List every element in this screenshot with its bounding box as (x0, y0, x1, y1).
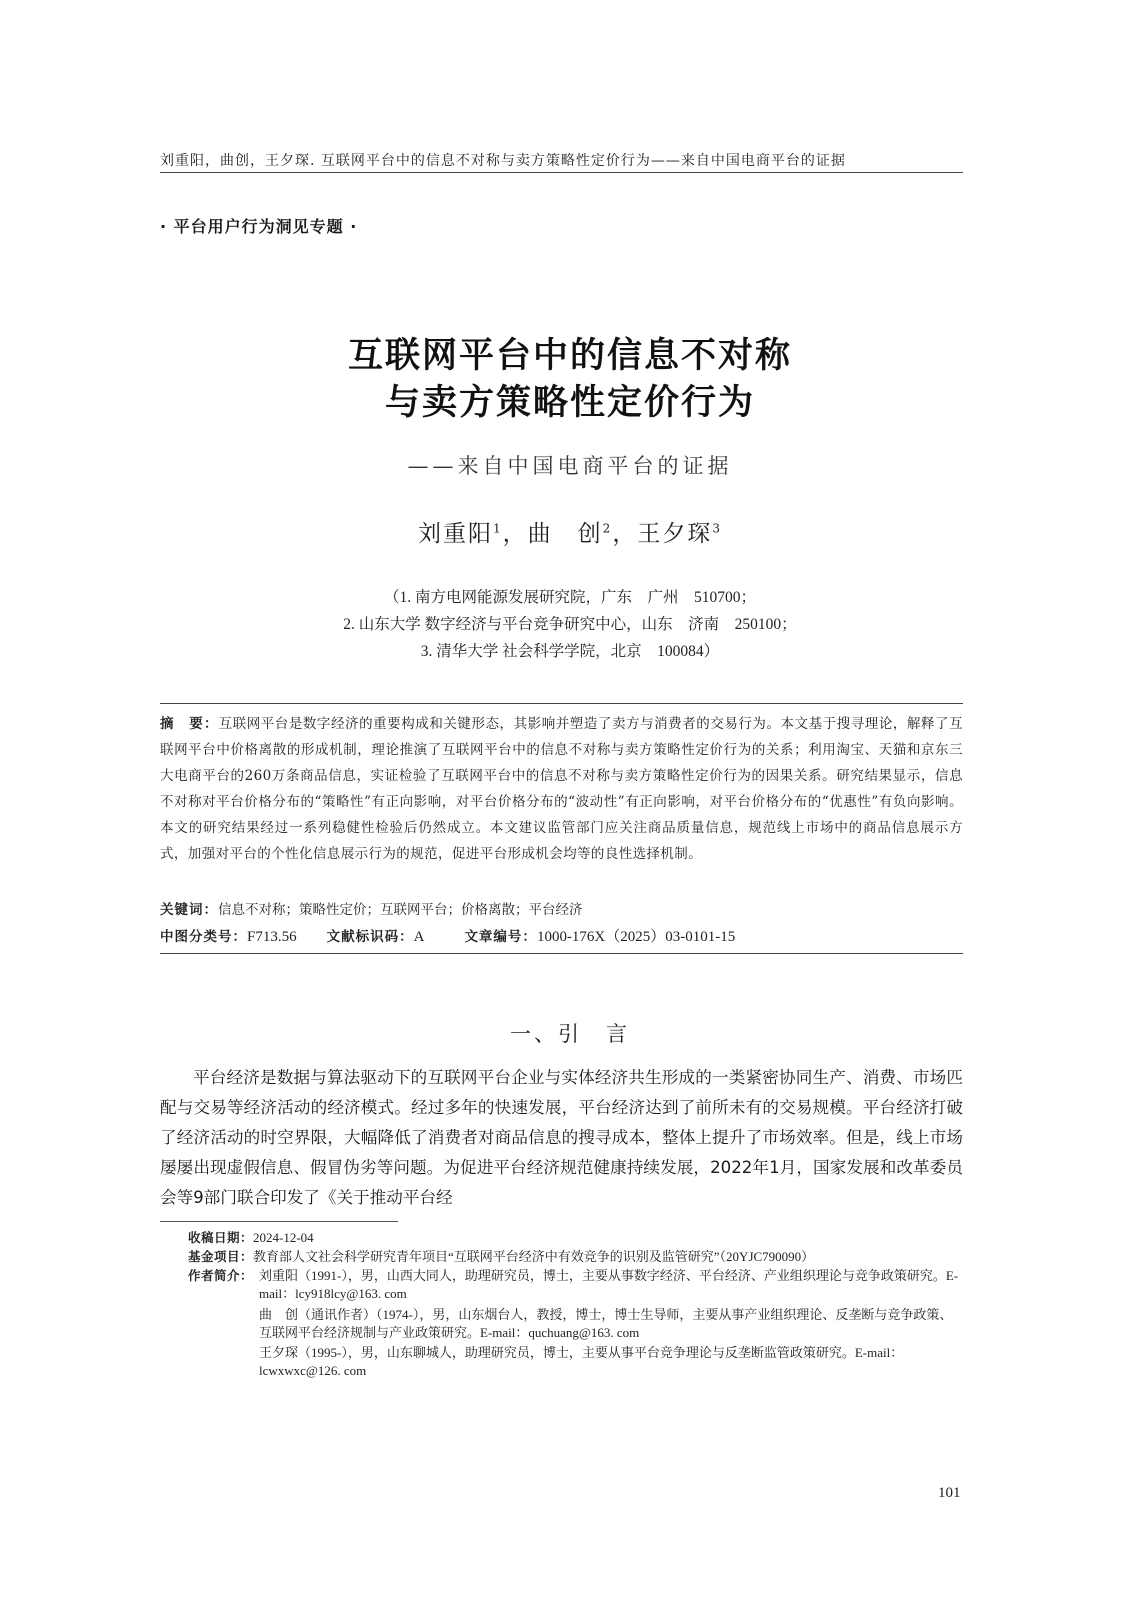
doc-code-value: A (413, 929, 425, 945)
doc-code-label: 文献标识码： (326, 929, 414, 945)
title-line-2: 与卖方策略性定价行为 (384, 383, 755, 423)
author-bio: 王夕琛（1995-），男，山东聊城人，助理研究员，博士，主要从事平台竞争理论与反垄断监管政策研究。E-mail：lcwxwxc@126. com (259, 1345, 904, 1378)
author-affiliation-mark: 2 (602, 521, 613, 536)
body-paragraph: 平台经济是数据与算法驱动下的互联网平台企业与实体经济共生形成的一类紧密协同生产、消费、市场匹配与交易等经济活动的经济模式。经过多年的快速发展，平台经济达到了前所未有的交易规模。平台经济打破了经济活动的时空界限，大幅降低了消费者对商品信息的搜寻成本，整体上提升了市场效率。但是，线上市场屡屡出现虚假信息、假冒伪劣等问题。为促进平台经济规范健康持续发展，2022年1月，国家发展和改革委员会等9部门联合印发了《关于推动平台经 (160, 1068, 963, 1207)
footnote-rule (160, 1221, 398, 1222)
author-name: 王夕琛 (637, 521, 713, 547)
clc-value: F713.56 (247, 929, 297, 945)
affiliation-line: 2. 山东大学 数字经济与平台竞争研究中心，山东 济南 250100； (343, 616, 797, 633)
author-separator: ， (502, 521, 528, 547)
subtitle: ——来自中国电商平台的证据 (407, 454, 733, 478)
column-tag: · 平台用户行为洞见专题 · (160, 217, 358, 236)
received-label: 收稿日期： (188, 1230, 254, 1245)
header-rule (160, 172, 963, 173)
author-separator: ， (612, 521, 638, 547)
fund-label: 基金项目： (188, 1249, 254, 1264)
author-bio: 曲 创（通讯作者）（1974-），男，山东烟台人，教授，博士，博士生导师，主要从事产业组织理论、反垄断与竞争政策、互联网平台经济规制与产业政策研究。E-mail：quchuang@163. com (259, 1307, 953, 1340)
author-affiliation-mark: 1 (493, 521, 503, 536)
keywords-text: 信息不对称；策略性定价；互联网平台；价格离散；平台经济 (218, 902, 583, 918)
footnote-fund (188, 1248, 964, 1266)
keywords (160, 898, 583, 918)
received-value: 2024-12-04 (253, 1230, 314, 1245)
clc-label: 中图分类号： (160, 929, 247, 945)
keywords-label: 关键词： (160, 902, 218, 918)
abstract-label: 摘 要： (160, 716, 219, 732)
footnote-bio-label (188, 1267, 258, 1285)
section-heading: 一、引 言 (510, 1022, 630, 1046)
fund-value: 教育部人文社会科学研究青年项目“互联网平台经济中有效竞争的识别及监管研究”（20YJC790090） (253, 1249, 815, 1264)
author-affiliation-mark: 3 (712, 521, 722, 536)
author-name: 曲 创 (527, 521, 603, 547)
running-head: 刘重阳，曲创，王夕琛. 互联网平台中的信息不对称与卖方策略性定价行为——来自中国电商平台的证据 (160, 153, 846, 169)
abstract-text: 互联网平台是数字经济的重要构成和关键形态，其影响并塑造了卖方与消费者的交易行为。本文基于搜寻理论，解释了互联网平台中价格离散的形成机制，理论推演了互联网平台中的信息不对称与卖方策略性定价行为的关系；利用淘宝、天猫和京东三大电商平台的260万条商品信息，实证检验了互联网平台中的信息不对称与卖方策略性定价行为的因果关系。研究结果显示，信息不对称对平台价格分布的“策略性”有正向影响，对平台价格分布的“波动性”有正向影响，对平台价格分布的“优惠性”有负向影响。本文的研究结果经过一系列稳健性检验后仍然成立。本文建议监管部门应关注商品质量信息，规范线上市场中的商品信息展示方式，加强对平台的个性化信息展示行为的规范，促进平台形成机会均等的良性选择机制。 (160, 716, 963, 862)
abstract-bottom-rule (160, 953, 963, 954)
classification-line (160, 925, 735, 946)
article-no-label: 文章编号： (464, 929, 537, 945)
author-name: 刘重阳 (418, 521, 494, 547)
footnote-received (188, 1229, 964, 1247)
affiliation-line: 3. 清华大学 社会科学学院，北京 100084） (420, 643, 720, 660)
author-bio: 刘重阳（1991-），男，山西大同人，助理研究员，博士，主要从事数字经济、平台经济、产业组织理论与竞争政策研究。E-mail：lcy918lcy@163. com (259, 1268, 959, 1301)
affiliation-line: （1. 南方电网能源发展研究院，广东 广州 510700； (383, 589, 756, 606)
bio-label: 作者简介： (188, 1268, 254, 1283)
abstract (160, 711, 963, 867)
author-list (160, 515, 980, 548)
abstract-top-rule (160, 703, 963, 704)
title-line-1: 互联网平台中的信息不对称 (347, 336, 792, 376)
page-number: 101 (938, 1485, 961, 1501)
article-no-value: 1000-176X（2025）03-0101-15 (536, 929, 736, 945)
